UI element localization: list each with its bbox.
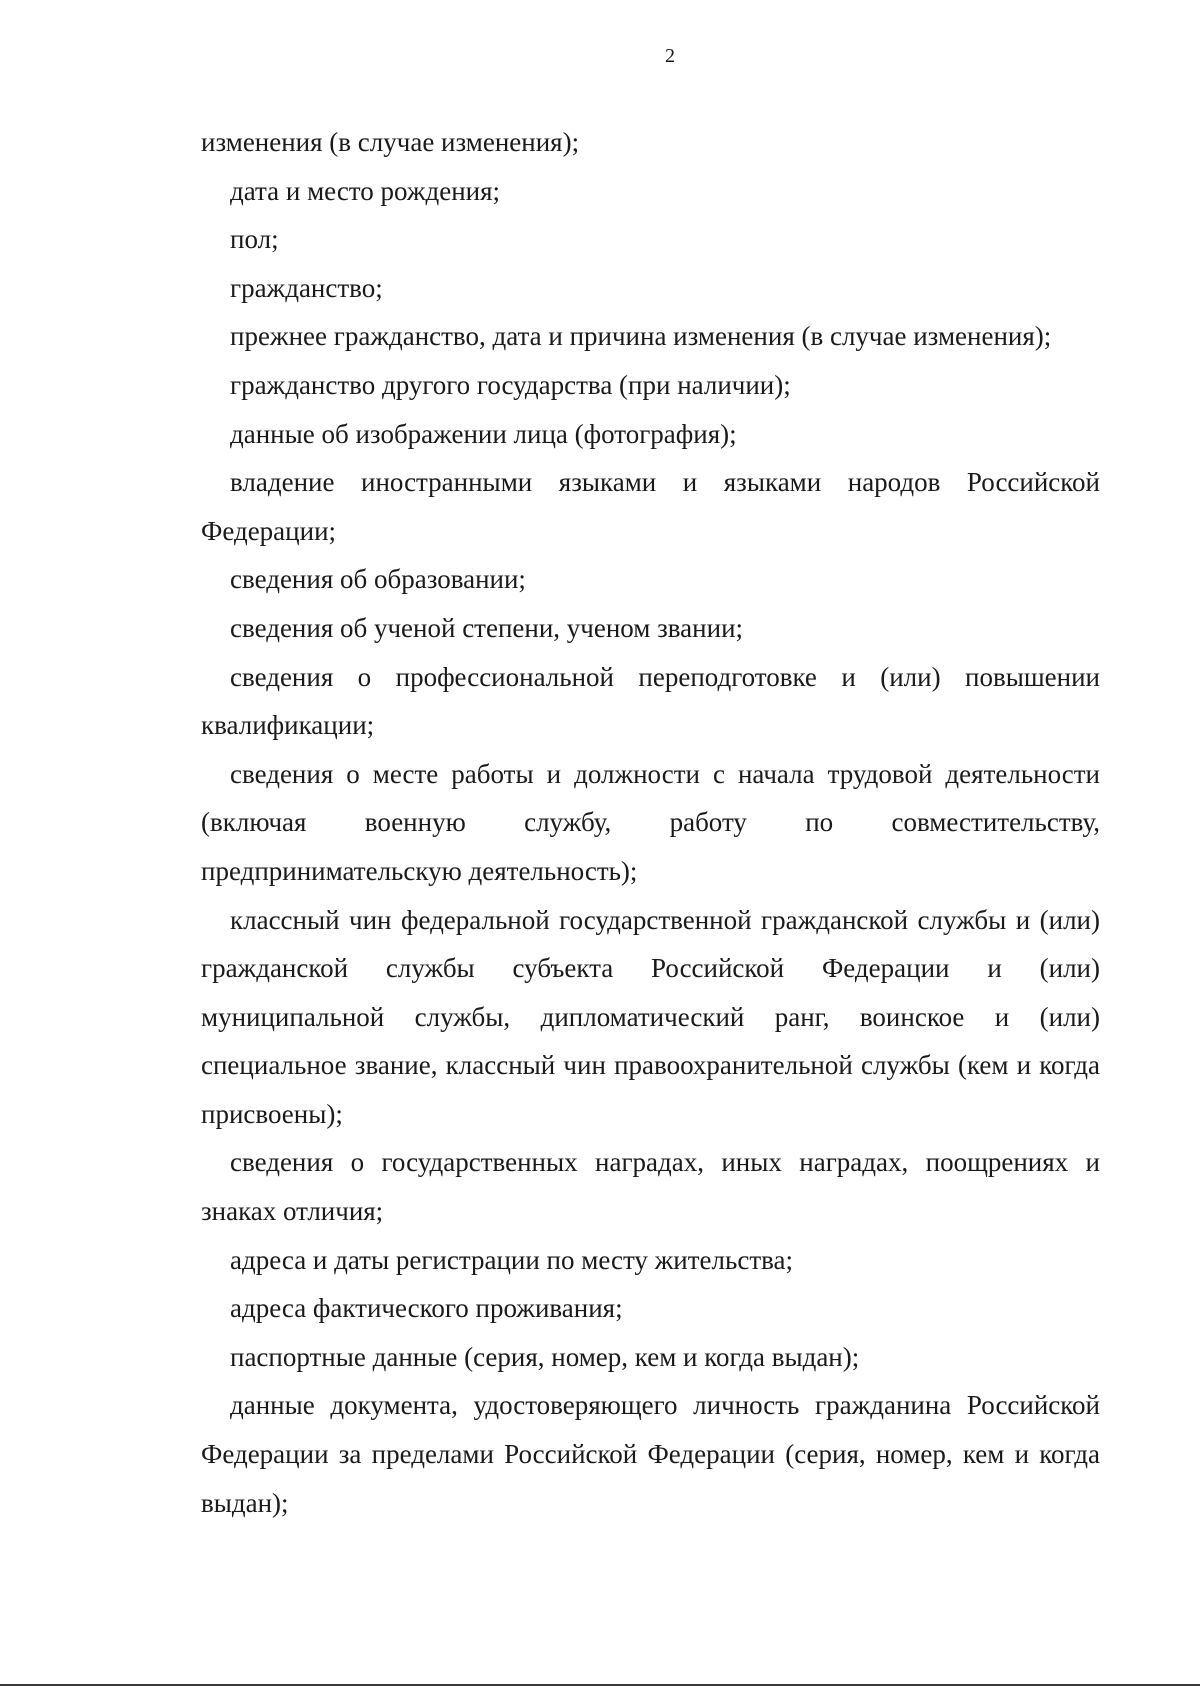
paragraph: дата и место рождения; xyxy=(230,175,501,206)
page-bottom-edge xyxy=(0,1684,1200,1686)
paragraph: пол; xyxy=(230,224,279,255)
page-number: 2 xyxy=(665,45,675,67)
paragraph: паспортные данные (серия, номер, кем и когда выдан); xyxy=(230,1341,860,1372)
paragraph: данные об изображении лица (фотография); xyxy=(230,418,737,449)
paragraph: адреса и даты регистрации по месту жительства; xyxy=(230,1244,793,1275)
paragraph: классный чин федеральной государственной гражданской службы и (или) гражданской службы субъекта Российской Федерации и (или) муниципальной службы, дипломатический ранг, воинское и (или) специальное звание, классный чин правоохранительной службы (кем и когда присвоены); xyxy=(201,904,1100,1129)
paragraph: владение иностранными языками и языками народов Российской Федерации; xyxy=(201,467,1100,546)
paragraph: гражданство; xyxy=(230,272,383,303)
paragraph: данные документа, удостоверяющего личность гражданина Российской Федерации за пределами Российской Федерации (серия, номер, кем и когда выдан); xyxy=(201,1390,1100,1518)
paragraph: сведения об ученой степени, ученом звании; xyxy=(230,612,744,643)
paragraph: сведения о профессиональной переподготовке и (или) повышении квалификации; xyxy=(201,661,1100,741)
paragraph: гражданство другого государства (при наличии); xyxy=(230,369,791,400)
paragraph: сведения о государственных наградах, иных наградах, поощрениях и знаках отличия; xyxy=(201,1147,1100,1227)
paragraph: адреса фактического проживания; xyxy=(230,1293,623,1324)
paragraph-continuation: изменения (в случае изменения); xyxy=(201,127,580,157)
paragraph: прежнее гражданство, дата и причина изменения (в случае изменения); xyxy=(230,321,1052,352)
document-body xyxy=(201,118,1100,1527)
paragraph: сведения об образовании; xyxy=(230,564,526,595)
paragraph: сведения о месте работы и должности с начала трудовой деятельности (включая военную службу, работу по совместительству, предпринимательскую деятельность); xyxy=(201,758,1100,886)
